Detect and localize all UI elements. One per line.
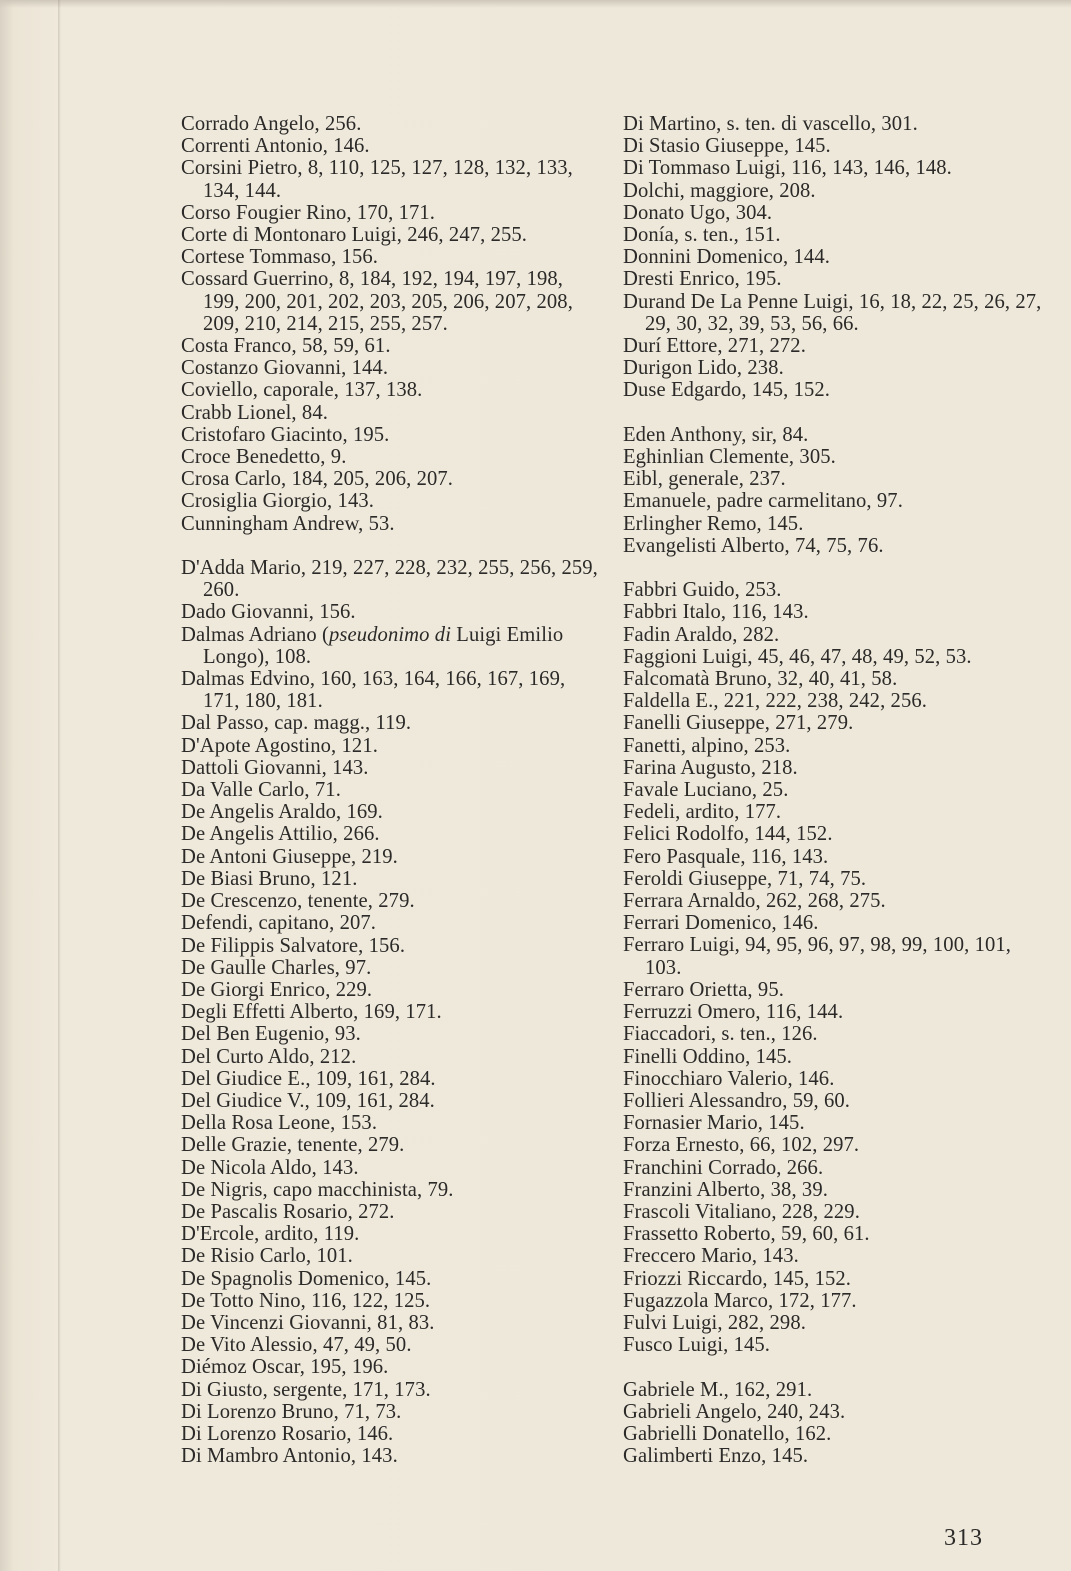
index-entry: Donía, s. ten., 151. bbox=[623, 224, 781, 247]
index-entry: Felici Rodolfo, 144, 152. bbox=[623, 823, 833, 846]
index-entry: Evangelisti Alberto, 74, 75, 76. bbox=[623, 534, 884, 557]
letter-group-spacer bbox=[181, 535, 601, 557]
index-entry: Del Ben Eugenio, 93. bbox=[181, 1023, 361, 1046]
index-entry: Frassetto Roberto, 59, 60, 61. bbox=[623, 1223, 870, 1246]
index-entry-italic: pseudonimo di bbox=[329, 623, 452, 646]
index-entry: Fulvi Luigi, 282, 298. bbox=[623, 1311, 806, 1334]
index-entry: Dresti Enrico, 195. bbox=[623, 268, 782, 291]
index-entry: Fiaccadori, s. ten., 126. bbox=[623, 1023, 818, 1046]
index-entry: Eghinlian Clemente, 305. bbox=[623, 446, 836, 469]
index-entry: Dolchi, maggiore, 208. bbox=[623, 179, 816, 202]
index-entry: Del Giudice E., 109, 161, 284. bbox=[181, 1067, 436, 1090]
index-entry: Crosiglia Giorgio, 143. bbox=[181, 490, 374, 513]
index-entry: Franchini Corrado, 266. bbox=[623, 1156, 824, 1179]
index-entry: Costanzo Giovanni, 144. bbox=[181, 357, 389, 380]
index-entry: Franzini Alberto, 38, 39. bbox=[623, 1178, 828, 1201]
index-entry: Dal Passo, cap. magg., 119. bbox=[181, 712, 412, 735]
index-entry: Crabb Lionel, 84. bbox=[181, 401, 328, 424]
index-entry: Corsini Pietro, 8, 110, 125, 127, 128, 132, 133, 134, 144. bbox=[181, 157, 573, 202]
index-entry: Duse Edgardo, 145, 152. bbox=[623, 379, 831, 402]
index-entry-text: Dalmas Adriano ( bbox=[181, 623, 330, 646]
index-entry: Fedeli, ardito, 177. bbox=[623, 801, 782, 824]
index-entry: Durand De La Penne Luigi, 16, 18, 22, 25, 26, 27, 29, 30, 32, 39, 53, 56, 66. bbox=[623, 290, 1042, 335]
index-entry: Durigon Lido, 238. bbox=[623, 357, 784, 380]
index-entry: Galimberti Enzo, 145. bbox=[623, 1445, 809, 1468]
index-entry: Delle Grazie, tenente, 279. bbox=[181, 1134, 405, 1157]
index-entry: De Vito Alessio, 47, 49, 50. bbox=[181, 1334, 412, 1357]
index-entry: Fornasier Mario, 145. bbox=[623, 1112, 805, 1135]
index-entry: Cortese Tommaso, 156. bbox=[181, 246, 379, 269]
index-entry: Freccero Mario, 143. bbox=[623, 1245, 799, 1268]
index-entry: Di Stasio Giuseppe, 145. bbox=[623, 135, 831, 158]
index-entry: Defendi, capitano, 207. bbox=[181, 912, 377, 935]
index-entry: Di Martino, s. ten. di vascello, 301. bbox=[623, 113, 918, 135]
index-entry: Fusco Luigi, 145. bbox=[623, 1334, 771, 1357]
index-entry: Favale Luciano, 25. bbox=[623, 779, 789, 802]
index-entry: Di Lorenzo Rosario, 146. bbox=[181, 1422, 394, 1445]
index-entry: De Risio Carlo, 101. bbox=[181, 1245, 353, 1268]
index-entry: Di Tommaso Luigi, 116, 143, 146, 148. bbox=[623, 157, 952, 180]
index-entry: Ferraro Luigi, 94, 95, 96, 97, 98, 99, 100, 101, 103. bbox=[623, 934, 1012, 979]
page-number: 313 bbox=[944, 1525, 983, 1551]
index-entry: Faggioni Luigi, 45, 46, 47, 48, 49, 52, 53. bbox=[623, 645, 972, 668]
index-entry-text: Luigi Emilio Longo), 108. bbox=[203, 623, 564, 668]
index-entry: Coviello, caporale, 137, 138. bbox=[181, 379, 423, 402]
index-entry: Follieri Alessandro, 59, 60. bbox=[623, 1089, 851, 1112]
index-entry: Emanuele, padre carmelitano, 97. bbox=[623, 490, 903, 513]
index-entry: Frascoli Vitaliano, 228, 229. bbox=[623, 1200, 860, 1223]
index-entry: Faldella E., 221, 222, 238, 242, 256. bbox=[623, 690, 927, 713]
index-entry: De Nigris, capo macchinista, 79. bbox=[181, 1178, 454, 1201]
index-entry: Del Giudice V., 109, 161, 284. bbox=[181, 1089, 435, 1112]
index-entry: Ferruzzi Omero, 116, 144. bbox=[623, 1001, 844, 1024]
index-entry: De Totto Nino, 116, 122, 125. bbox=[181, 1289, 431, 1312]
index-entry: De Giorgi Enrico, 229. bbox=[181, 978, 373, 1001]
index-entry: Della Rosa Leone, 153. bbox=[181, 1112, 378, 1135]
index-entry: Corrado Angelo, 256. bbox=[181, 113, 362, 135]
index-entry: De Angelis Attilio, 266. bbox=[181, 823, 380, 846]
index-entry: Ferrara Arnaldo, 262, 268, 275. bbox=[623, 890, 886, 913]
index-entry: Di Lorenzo Bruno, 71, 73. bbox=[181, 1400, 402, 1423]
index-entry: D'Adda Mario, 219, 227, 228, 232, 255, 256, 259, 260. bbox=[181, 557, 598, 602]
index-entry: Correnti Antonio, 146. bbox=[181, 135, 370, 158]
index-entry: Donato Ugo, 304. bbox=[623, 201, 773, 224]
index-entry: Di Giusto, sergente, 171, 173. bbox=[181, 1378, 431, 1401]
page-gutter bbox=[58, 0, 61, 1571]
index-entry: De Crescenzo, tenente, 279. bbox=[181, 890, 415, 913]
index-entry: Degli Effetti Alberto, 169, 171. bbox=[181, 1001, 442, 1024]
index-entry: Di Mambro Antonio, 143. bbox=[181, 1445, 398, 1468]
index-entry: De Pascalis Rosario, 272. bbox=[181, 1200, 395, 1223]
index-entry: Da Valle Carlo, 71. bbox=[181, 779, 341, 802]
letter-group-spacer bbox=[623, 402, 1043, 424]
index-column-left bbox=[181, 113, 601, 1467]
index-entry: Del Curto Aldo, 212. bbox=[181, 1045, 357, 1068]
index-entry: Gabriele M., 162, 291. bbox=[623, 1378, 813, 1401]
index-entry: Finocchiaro Valerio, 146. bbox=[623, 1067, 835, 1090]
index-entry: Forza Ernesto, 66, 102, 297. bbox=[623, 1134, 860, 1157]
index-entry: De Filippis Salvatore, 156. bbox=[181, 934, 406, 957]
index-entry: Farina Augusto, 218. bbox=[623, 756, 798, 779]
index-entry: Friozzi Riccardo, 145, 152. bbox=[623, 1267, 852, 1290]
index-entry: Diémoz Oscar, 195, 196. bbox=[181, 1356, 389, 1379]
index-entry: Cunningham Andrew, 53. bbox=[181, 512, 395, 535]
index-entry: De Biasi Bruno, 121. bbox=[181, 867, 358, 890]
index-entry: De Nicola Aldo, 143. bbox=[181, 1156, 359, 1179]
index-entry: D'Apote Agostino, 121. bbox=[181, 734, 378, 757]
index-entry: Cossard Guerrino, 8, 184, 192, 194, 197, 198, 199, 200, 201, 202, 203, 205, 206, 207, 208, 209, 210, 214, 215, 255, 257. bbox=[181, 268, 573, 335]
index-entry: Fero Pasquale, 116, 143. bbox=[623, 845, 829, 868]
index-entry: Eden Anthony, sir, 84. bbox=[623, 423, 809, 446]
index-entry: Fugazzola Marco, 172, 177. bbox=[623, 1289, 857, 1312]
index-entry: Corte di Montonaro Luigi, 246, 247, 255. bbox=[181, 224, 528, 247]
index-entry: Croce Benedetto, 9. bbox=[181, 446, 347, 469]
index-entry: D'Ercole, ardito, 119. bbox=[181, 1223, 360, 1246]
letter-group-spacer bbox=[623, 557, 1043, 579]
index-entry: Fabbri Italo, 116, 143. bbox=[623, 601, 809, 624]
index-entry: Falcomatà Bruno, 32, 40, 41, 58. bbox=[623, 668, 898, 691]
index-entry: Finelli Oddino, 145. bbox=[623, 1045, 793, 1068]
index-column-right bbox=[623, 113, 1043, 1467]
index-entry: Erlingher Remo, 145. bbox=[623, 512, 804, 535]
index-entry: Corso Fougier Rino, 170, 171. bbox=[181, 201, 436, 224]
index-entry: Fanelli Giuseppe, 271, 279. bbox=[623, 712, 854, 735]
letter-group-spacer bbox=[623, 1356, 1043, 1378]
index-entry: Eibl, generale, 237. bbox=[623, 468, 786, 491]
index-entry: De Spagnolis Domenico, 145. bbox=[181, 1267, 432, 1290]
index-entry: Dattoli Giovanni, 143. bbox=[181, 756, 369, 779]
index-entry: Crosa Carlo, 184, 205, 206, 207. bbox=[181, 468, 454, 491]
index-entry: Gabrieli Angelo, 240, 243. bbox=[623, 1400, 846, 1423]
index-entry: De Angelis Araldo, 169. bbox=[181, 801, 383, 824]
index-entry: Fanetti, alpino, 253. bbox=[623, 734, 791, 757]
index-entry: De Antoni Giuseppe, 219. bbox=[181, 845, 398, 868]
index-entry: Fabbri Guido, 253. bbox=[623, 579, 782, 602]
index-entry: De Gaulle Charles, 97. bbox=[181, 956, 372, 979]
index-entry: Costa Franco, 58, 59, 61. bbox=[181, 335, 391, 358]
index-entry: Durí Ettore, 271, 272. bbox=[623, 335, 806, 358]
index-entry: Ferraro Orietta, 95. bbox=[623, 978, 784, 1001]
page-top-edge bbox=[0, 0, 1071, 8]
index-entry: Dado Giovanni, 156. bbox=[181, 601, 356, 624]
index-entry: Feroldi Giuseppe, 71, 74, 75. bbox=[623, 867, 867, 890]
index-entry: Gabrielli Donatello, 162. bbox=[623, 1422, 832, 1445]
index-entry: De Vincenzi Giovanni, 81, 83. bbox=[181, 1311, 435, 1334]
index-entry bbox=[181, 624, 601, 668]
index-entry: Fadin Araldo, 282. bbox=[623, 623, 780, 646]
index-entry: Donnini Domenico, 144. bbox=[623, 246, 830, 269]
index-entry: Ferrari Domenico, 146. bbox=[623, 912, 819, 935]
index-entry: Cristofaro Giacinto, 195. bbox=[181, 423, 390, 446]
index-entry: Dalmas Edvino, 160, 163, 164, 166, 167, 169, 171, 180, 181. bbox=[181, 668, 566, 713]
